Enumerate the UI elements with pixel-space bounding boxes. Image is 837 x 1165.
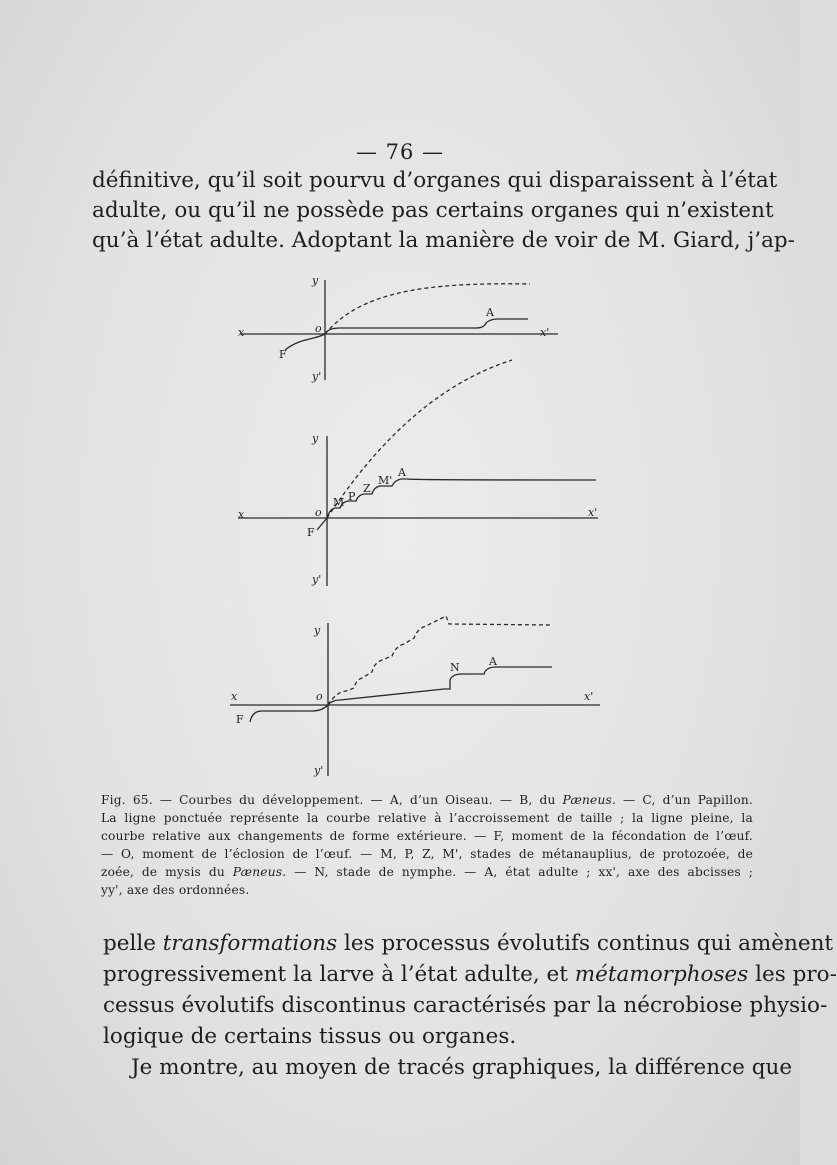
chart-c-form-curve <box>328 667 552 705</box>
chart-c-label-a: A <box>489 655 497 668</box>
chart-c-prebirth-curve <box>250 705 328 722</box>
text-line: cessus évolutifs discontinus caractérisés par la nécrobiose physio- <box>103 993 828 1018</box>
text-line: qu’à l’état adulte. Adoptant la manière de voir de M. Giard, j’ap- <box>92 228 795 253</box>
chart-a-label-y-prime: y' <box>312 370 322 383</box>
chart-b-label-origin: o <box>315 506 322 519</box>
caption-line: — O, moment de l’éclosion de l’œuf. — M, P, Z, M', stades de métanauplius, de protozoée, de <box>101 847 753 861</box>
chart-a-label-a: A <box>486 306 494 319</box>
chart-b-label-f: F <box>307 526 315 539</box>
chart-a-label-f: F <box>279 348 287 361</box>
bottom-paragraph <box>103 928 837 1083</box>
chart-a-label-x: x <box>238 326 245 339</box>
chart-b-label-x-prime: x' <box>588 506 598 519</box>
chart-b-label-m-prime: M' <box>378 474 393 487</box>
chart-c-label-x: x <box>231 690 238 703</box>
chart-c-label-y: y <box>314 624 321 637</box>
chart-a-size-curve <box>325 284 530 334</box>
chart-b-label-x: x <box>238 508 245 521</box>
chart-b-prebirth-curve <box>317 518 327 530</box>
chart-a-label-x-prime: x' <box>540 326 550 339</box>
text-line: définitive, qu’il soit pourvu d’organes qui disparaissent à l’état <box>92 168 778 193</box>
chart-c-size-curve <box>328 616 552 705</box>
chart-b-label-y-prime: y' <box>312 573 322 586</box>
chart-b-label-z: Z <box>363 482 371 495</box>
caption-line: zoée, de mysis du Pæneus. — N, stade de nymphe. — A, état adulte ; xx', axe des abcisses ; <box>101 865 753 879</box>
caption-line: courbe relative aux changements de forme extérieure. — F, moment de la fécondation de l’œuf. <box>101 829 753 843</box>
chart-a-form-curve <box>325 319 528 334</box>
chart-a-label-y: y <box>312 274 319 287</box>
chart-b-label-m: M <box>333 496 345 509</box>
caption-line: Fig. 65. — Courbes du développement. — A, d’un Oiseau. — B, du Pæneus. — C, d’un Papillon. <box>101 793 754 807</box>
page-number: — 76 — <box>355 140 445 164</box>
text-line: adulte, ou qu’il ne possède pas certains organes qui n’existent <box>92 198 774 223</box>
chart-c-label-origin: o <box>316 690 323 703</box>
chart-b-label-a: A <box>398 466 406 479</box>
text-line: pelle transformations les processus évolutifs continus qui amènent <box>103 931 834 956</box>
chart-c-label-y-prime: y' <box>314 764 324 777</box>
figure-65 <box>0 268 800 783</box>
chart-c-label-n: N <box>450 661 460 674</box>
caption-line: yy', axe des ordonnées. <box>101 883 250 897</box>
chart-c-label-x-prime: x' <box>584 690 594 703</box>
development-curves-diagram <box>0 268 800 783</box>
chart-b-label-y: y <box>312 432 319 445</box>
figure-caption <box>101 791 753 899</box>
top-paragraph <box>92 166 795 256</box>
chart-b-label-p: P <box>348 490 356 503</box>
chart-a-prebirth-curve <box>285 334 325 350</box>
text-line: progressivement la larve à l’état adulte, et métamorphoses les pro- <box>103 962 837 987</box>
chart-a-label-origin: o <box>315 322 322 335</box>
caption-line: La ligne ponctuée représente la courbe relative à l’accroissement de taille ; la ligne pleine, la <box>101 811 753 825</box>
chart-c-label-f: F <box>236 713 244 726</box>
text-line: logique de certains tissus ou organes. <box>103 1024 517 1049</box>
text-line: Je montre, au moyen de tracés graphiques, la différence que <box>131 1055 793 1080</box>
